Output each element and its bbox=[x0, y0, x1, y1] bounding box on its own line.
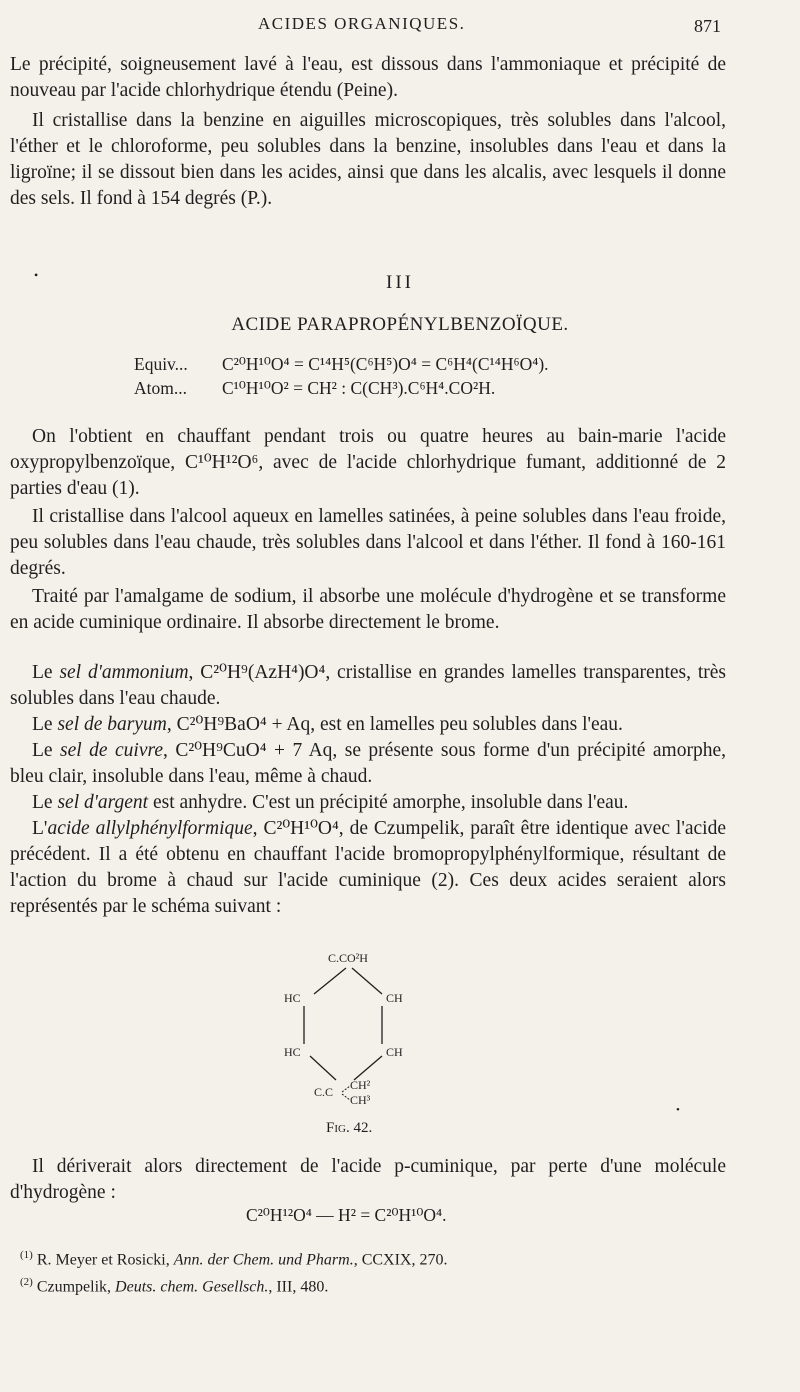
paragraph-precipitate: Le précipité, soigneusement lavé à l'eau, est dissous dans l'ammoniaque et précipité de nouveau par l'acide chlorhydrique étendu (Peine). bbox=[10, 54, 726, 101]
bond-bottom-right bbox=[354, 1056, 382, 1080]
paragraph-sodium-amalgam: Traité par l'amalgame de sodium, il absorbe une molécule d'hydrogène et se transforme en acide cuminique ordinaire. Il absorbe directement le brome. bbox=[10, 586, 726, 633]
footnote-2 bbox=[20, 1271, 720, 1298]
figure-caption: Fig. 42. bbox=[326, 1120, 373, 1136]
atom-upper-left: HC bbox=[284, 991, 301, 1005]
paragraph-preparation: On l'obtient en chauffant pendant trois ou quatre heures au bain-marie l'acide oxypropylbenzoïque, C¹⁰H¹²O⁶, avec de l'acide chlorhydrique fumant, additionné de 2 parties d'eau (1). bbox=[10, 426, 726, 499]
bond-bottom-left bbox=[310, 1056, 336, 1080]
margin-dot: • bbox=[676, 1104, 680, 1116]
final-formula: C²⁰H¹²O⁴ — H² = C²⁰H¹⁰O⁴. bbox=[246, 1205, 447, 1225]
substituent-ch3: CH³ bbox=[350, 1093, 371, 1107]
ring-bonds bbox=[304, 968, 382, 1080]
paragraph-salt-cuivre bbox=[10, 738, 726, 790]
footnote-journal: Ann. der Chem. und Pharm. bbox=[173, 1251, 354, 1269]
salt-text: , C²⁰H⁹BaO⁴ + Aq, est en lamelles peu solubles dans l'eau. bbox=[166, 714, 623, 735]
running-title: ACIDES ORGANIQUES. bbox=[258, 14, 466, 33]
atom-lower-right: CH bbox=[386, 1045, 403, 1059]
paragraph-derivation: Il dériverait alors directement de l'acide p-cuminique, par perte d'une molécule d'hydrogène : bbox=[10, 1156, 726, 1203]
salt-prefix: Le bbox=[32, 714, 58, 735]
salt-prefix: L' bbox=[32, 818, 48, 839]
footnote-authors: R. Meyer et Rosicki, bbox=[36, 1251, 174, 1269]
atom-formula bbox=[134, 378, 495, 399]
salt-text: , C²⁰H⁹CuO⁴ + 7 Aq, se présente sous forme d'un précipité amorphe, bleu clair, insoluble dans l'eau, même à chaud. bbox=[10, 740, 726, 787]
salt-term: sel de cuivre bbox=[60, 740, 164, 761]
equiv-value: C²⁰H¹⁰O⁴ = C¹⁴H⁵(C⁶H⁵)O⁴ = C⁶H⁴(C¹⁴H⁶O⁴). bbox=[222, 354, 549, 374]
paragraph-salt-ammonium bbox=[10, 660, 726, 712]
salts-paragraphs bbox=[10, 660, 726, 920]
paragraph-crystallisation: Il cristallise dans la benzine en aiguilles microscopiques, très solubles dans l'alcool, l'éther et le chloroforme, peu solubles dans la benzine, insolubles dans l'eau et dans la ligroïne; il se dissout bien dans les acides, ainsi que dans les alcalis, avec lesquels il donne des sels. Il fond à 154 degrés (P.). bbox=[10, 110, 726, 209]
double-bond-mark bbox=[342, 1086, 350, 1092]
salt-prefix: Le bbox=[32, 662, 60, 683]
bottom-paragraph-block bbox=[10, 1154, 726, 1206]
middle-paragraphs bbox=[10, 424, 726, 636]
bond-top-right bbox=[352, 968, 382, 994]
substituent-ch2: CH² bbox=[350, 1078, 371, 1092]
paragraph-salt-argent bbox=[10, 790, 726, 816]
salt-prefix: Le bbox=[32, 792, 58, 813]
salt-prefix: Le bbox=[32, 740, 61, 761]
footnote-number: (1) bbox=[20, 1249, 33, 1261]
footnote-1 bbox=[20, 1244, 720, 1271]
paragraph-salt-baryum bbox=[10, 712, 726, 738]
atom-bottom: C.C bbox=[314, 1085, 334, 1099]
salt-text: est anhydre. C'est un précipité amorphe, insoluble dans l'eau. bbox=[148, 792, 629, 813]
single-bond-mark bbox=[342, 1094, 350, 1100]
margin-dot: • bbox=[34, 268, 39, 282]
paragraph-properties: Il cristallise dans l'alcool aqueux en lamelles satinées, à peine solubles dans l'eau froide, peu solubles dans l'eau chaude, très solubles dans l'alcool et dans l'éther. Il fond à 160-161 degrés. bbox=[10, 506, 726, 579]
page-header bbox=[0, 12, 800, 42]
footnote-authors: Czumpelik, bbox=[36, 1278, 116, 1296]
footnote-ref: , III, 480. bbox=[268, 1278, 329, 1296]
top-paragraphs bbox=[10, 52, 726, 212]
salt-term: sel d'ammonium bbox=[59, 662, 189, 683]
salt-term: acide allylphénylformique bbox=[47, 818, 253, 839]
atom-label: Atom... bbox=[134, 378, 187, 398]
bond-top-left bbox=[314, 968, 346, 994]
footnotes bbox=[20, 1244, 720, 1299]
salt-term: sel d'argent bbox=[57, 792, 149, 813]
page-number: 871 bbox=[694, 16, 721, 36]
footnote-number: (2) bbox=[20, 1276, 33, 1289]
atom-top: C.CO²H bbox=[328, 951, 368, 965]
salt-text: , C²⁰H¹⁰O⁴, de Czumpelik, paraît être identique avec l'acide précédent. Il a été obtenu en chauffant l'acide bromopropylphénylformique, résultant de l'action du brome à chaud sur l'acide cuminique (2). Ces deux acides seraient alors représentés par le schéma suivant : bbox=[10, 818, 726, 917]
salt-text: , C²⁰H⁹(AzH⁴)O⁴, cristallise en grandes lamelles transparentes, très solubles dans l'eau chaude. bbox=[10, 662, 726, 709]
atom-value: C¹⁰H¹⁰O² = CH² : C(CH³).C⁶H⁴.CO²H. bbox=[222, 378, 496, 398]
equiv-label: Equiv... bbox=[134, 354, 188, 374]
atom-lower-left: HC bbox=[284, 1045, 301, 1059]
footnote-ref: , CCXIX, 270. bbox=[353, 1251, 448, 1269]
paragraph-allylphenylformique bbox=[10, 816, 726, 920]
section-title: ACIDE PARAPROPÉNYLBENZOÏQUE. bbox=[231, 314, 569, 335]
section-number: III bbox=[386, 272, 414, 293]
salt-term: sel de baryum bbox=[57, 714, 167, 735]
equiv-formula bbox=[134, 354, 549, 375]
benzene-ring-diagram bbox=[270, 944, 430, 1114]
footnote-journal: Deuts. chem. Gesellsch. bbox=[115, 1278, 269, 1296]
atom-upper-right: CH bbox=[386, 991, 403, 1005]
